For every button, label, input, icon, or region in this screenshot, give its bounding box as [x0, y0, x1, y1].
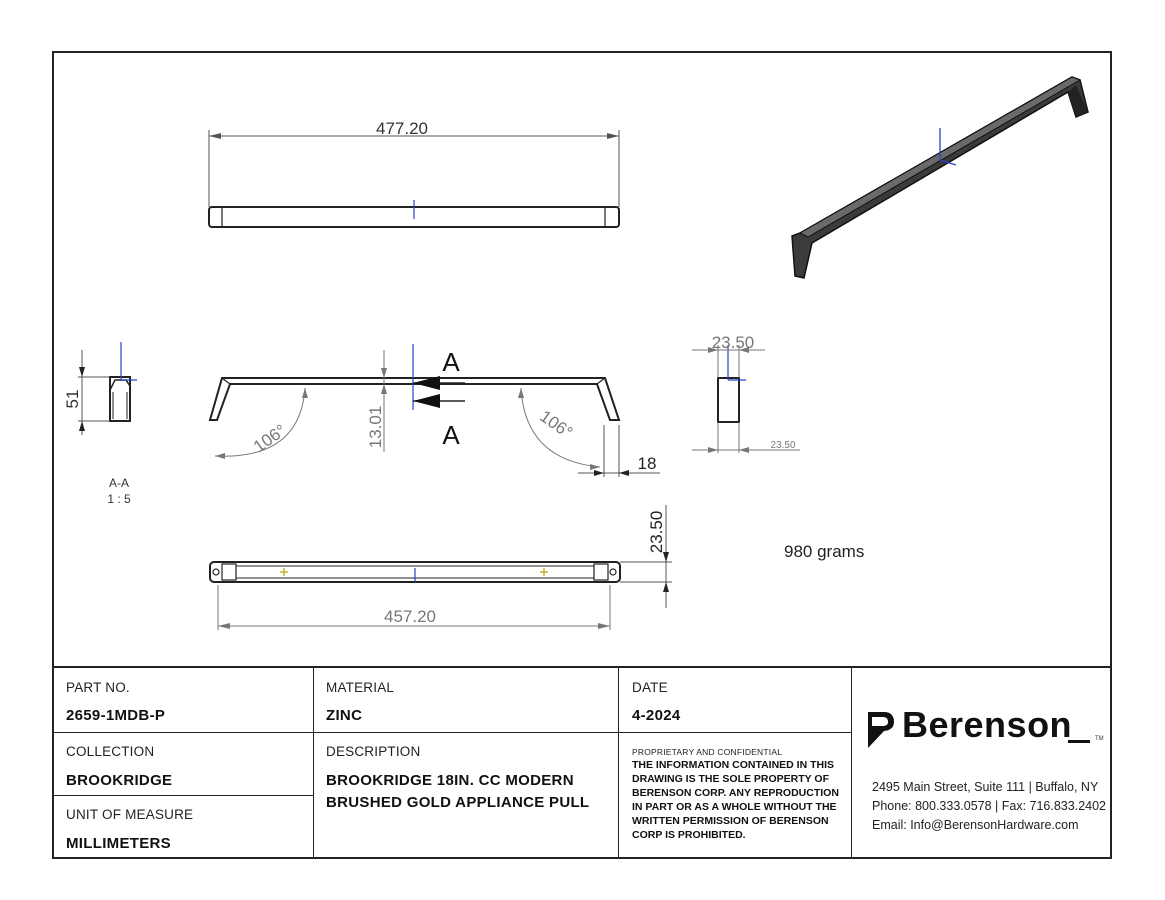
section-view: [63, 342, 137, 506]
company-phone: Phone: 800.333.0578 | Fax: 716.833.2402: [872, 799, 1106, 813]
logo-underline: [1068, 740, 1090, 743]
divider: [313, 668, 314, 859]
collection-value: BROOKRIDGE: [66, 772, 173, 789]
dim-section-height: 51: [63, 389, 82, 409]
description-line-1: BROOKRIDGE 18IN. CC MODERN: [326, 772, 574, 789]
dim-leg: 18: [637, 454, 657, 473]
company-email: Email: Info@BerensonHardware.com: [872, 818, 1079, 832]
date-label: DATE: [632, 680, 668, 695]
part-no-value: 2659-1MDB-P: [66, 707, 166, 724]
divider: [851, 668, 852, 859]
description-line-2: BRUSHED GOLD APPLIANCE PULL: [326, 794, 590, 811]
dim-top-length: 477.20: [376, 119, 428, 138]
divider: [52, 732, 851, 733]
dim-end-width: 23.50: [711, 333, 755, 352]
top-view: [209, 119, 619, 227]
section-view-scale: 1 : 5: [107, 492, 131, 506]
dim-bottom-width: 23.50: [647, 510, 666, 554]
company-address: 2495 Main Street, Suite 111 | Buffalo, NY: [872, 780, 1099, 794]
dim-bottom-length: 457.20: [384, 607, 436, 626]
dim-angle-left: 106°: [249, 420, 290, 457]
proprietary-label: PROPRIETARY AND CONFIDENTIAL: [632, 747, 783, 757]
part-no-label: PART NO.: [66, 680, 130, 695]
proprietary-text: THE INFORMATION CONTAINED IN THIS DRAWING IS THE SOLE PROPERTY OF BERENSON CORP. ANY REPRODUCTION IN PART OR AS A WHOLE WITHOUT THE WRITTEN PERMISSION OF BERENSON CORP IS PROHIBITED.: [632, 759, 839, 841]
material-value: ZINC: [326, 707, 363, 724]
berenson-logo-icon: [866, 710, 896, 750]
divider: [618, 668, 619, 859]
end-view: [692, 333, 800, 453]
weight-label: 980 grams: [784, 542, 865, 561]
isometric-view: [792, 77, 1088, 278]
description-label: DESCRIPTION: [326, 744, 421, 759]
uom-label: UNIT OF MEASURE: [66, 807, 194, 822]
section-label-top: A: [442, 347, 460, 377]
section-label-bottom: A: [442, 420, 460, 450]
dim-end-width-small: 23.50: [770, 440, 796, 451]
material-label: MATERIAL: [326, 680, 395, 695]
uom-value: MILLIMETERS: [66, 835, 171, 852]
bottom-view: [210, 505, 672, 630]
divider: [52, 795, 313, 796]
date-value: 4-2024: [632, 707, 681, 724]
trademark: TM: [1095, 736, 1104, 742]
collection-label: COLLECTION: [66, 744, 155, 759]
title-block: [52, 666, 1112, 859]
front-view: [210, 344, 660, 477]
dim-angle-right: 106°: [536, 406, 577, 443]
section-view-name: A-A: [108, 476, 130, 490]
company-name: Berenson: [902, 704, 1073, 745]
dim-front-rise: 13.01: [366, 405, 385, 449]
